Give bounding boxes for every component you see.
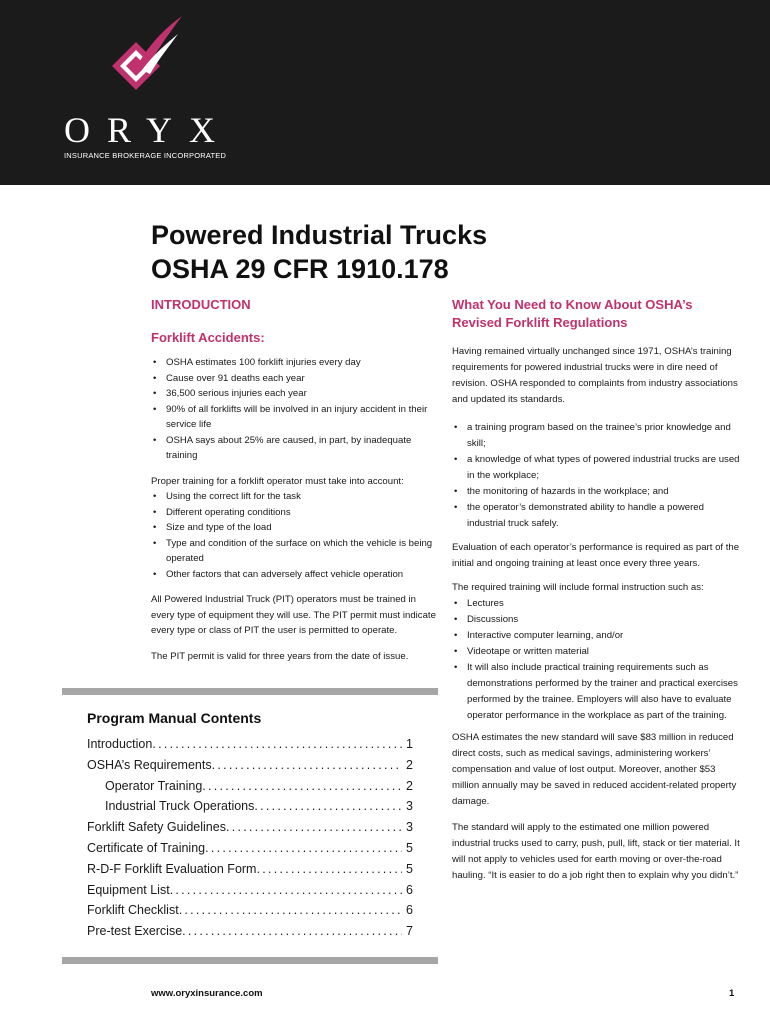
list-item: • OSHA estimates 100 forklift injuries every day [151, 355, 436, 371]
list-item: • a training program based on the trainee’s prior knowledge and skill; [452, 420, 742, 452]
list-item: • the operator’s demonstrated ability to handle a powered industrial truck safely. [452, 500, 742, 532]
toc-item-pretest-exercise: Pre-test Exercise . . . 7 [87, 924, 413, 945]
standards-list [452, 420, 742, 532]
list-item: • Different operating conditions [151, 505, 436, 521]
toc-item-rdf-evaluation-form: R-D-F Forklift Evaluation Form . . . 5 [87, 862, 413, 883]
contents-title: Program Manual Contents [87, 710, 262, 726]
accidents-list [151, 355, 436, 464]
toc-item-equipment-list: Equipment List . . . 6 [87, 883, 413, 904]
introduction-heading: INTRODUCTION [151, 297, 251, 312]
list-item: • 90% of all forklifts will be involved in an injury accident in their service life [151, 402, 436, 433]
list-item: • Discussions [452, 612, 742, 628]
oryx-logo-icon [108, 14, 188, 114]
list-item: • 36,500 serious injuries each year [151, 386, 436, 402]
brand-name: ORYX [64, 110, 233, 150]
list-item: • Videotape or written material [452, 644, 742, 660]
title-line-2: OSHA 29 CFR 1910.178 [151, 254, 449, 284]
toc-item-forklift-checklist: Forklift Checklist . . . 6 [87, 903, 413, 924]
permit-valid-paragraph: The PIT permit is valid for three years from the date of issue. [151, 650, 409, 662]
toc-item-operator-training: Operator Training . . . 2 [87, 779, 413, 800]
savings-paragraph: OSHA estimates the new standard will save $83 million in reduced direct costs, such as medical savings, administering workers’ compensation and value of lost output. Moreover, another $53 million annually may be saved in reduced accident-related property damage. [452, 732, 737, 807]
instruction-intro: The required training will include formal instruction such as: [452, 582, 704, 593]
right-intro: Having remained virtually unchanged since 1971, OSHA’s training requirements for powered industrial trucks were in dire need of revision. OSHA responded to complaints from industry associations and updated its standards. [452, 346, 738, 405]
list-item: • Cause over 91 deaths each year [151, 371, 436, 387]
footer-url[interactable]: www.oryxinsurance.com [151, 988, 263, 999]
toc-item-certificate-of-training: Certificate of Training . . . 5 [87, 841, 413, 862]
toc-item-industrial-truck-operations: Industrial Truck Operations . . . 3 [87, 799, 413, 820]
instruction-list [452, 596, 742, 724]
divider [62, 688, 438, 695]
list-item: • Size and type of the load [151, 520, 436, 536]
header-band [0, 0, 770, 185]
page-number: 1 [729, 988, 735, 999]
list-item: • Lectures [452, 596, 742, 612]
left-column [151, 296, 436, 664]
table-of-contents [87, 737, 413, 945]
title-line-1: Powered Industrial Trucks [151, 220, 488, 250]
training-list [151, 489, 436, 582]
program-contents-box [62, 688, 438, 964]
list-item: • Using the correct lift for the task [151, 489, 436, 505]
right-heading: What You Need to Know About OSHA’s Revised Forklift Regulations [452, 297, 693, 330]
list-item: • the monitoring of hazards in the workplace; and [452, 484, 742, 500]
toc-item-osha-requirements: OSHA’s Requirements . . . 2 [87, 758, 413, 779]
toc-item-forklift-safety-guidelines: Forklift Safety Guidelines . . . 3 [87, 820, 413, 841]
list-item: • Interactive computer learning, and/or [452, 628, 742, 644]
list-item: • It will also include practical training requirements such as demonstrations performed by the trainer and practical exercises performed by the trainee. Employers will also have to evaluate operator performance in the workplace as part of the training. [452, 660, 742, 724]
page-title [151, 218, 487, 286]
pit-paragraph: All Powered Industrial Truck (PIT) operators must be trained in every type of equipment they will use. The PIT permit must indicate every type or class of PIT the user is permitted to operate. [151, 594, 436, 636]
training-intro: Proper training for a forklift operator must take into account: [151, 475, 404, 487]
brand-tagline: INSURANCE BROKERAGE INCORPORATED [64, 151, 227, 160]
toc-item-introduction: Introduction . . . 1 [87, 737, 413, 758]
evaluation-paragraph: Evaluation of each operator’s performance is required as part of the initial and ongoing training at least once every three years. [452, 542, 740, 569]
right-column [452, 296, 742, 884]
divider [62, 957, 438, 964]
scope-paragraph: The standard will apply to the estimated one million powered industrial trucks used to carry, push, pull, lift, stack or tier material. It will not apply to vehicles used for earth moving or over-the-road hauling. “It is easier to do a job right then to explain why you didn’t.” [452, 822, 740, 881]
list-item: • Other factors that can adversely affect vehicle operation [151, 567, 436, 583]
list-item: • Type and condition of the surface on which the vehicle is being operated [151, 536, 436, 567]
list-item: • a knowledge of what types of powered industrial trucks are used in the workplace; [452, 452, 742, 484]
list-item: • OSHA says about 25% are caused, in part, by inadequate training [151, 433, 436, 464]
forklift-accidents-heading: Forklift Accidents: [151, 330, 265, 345]
